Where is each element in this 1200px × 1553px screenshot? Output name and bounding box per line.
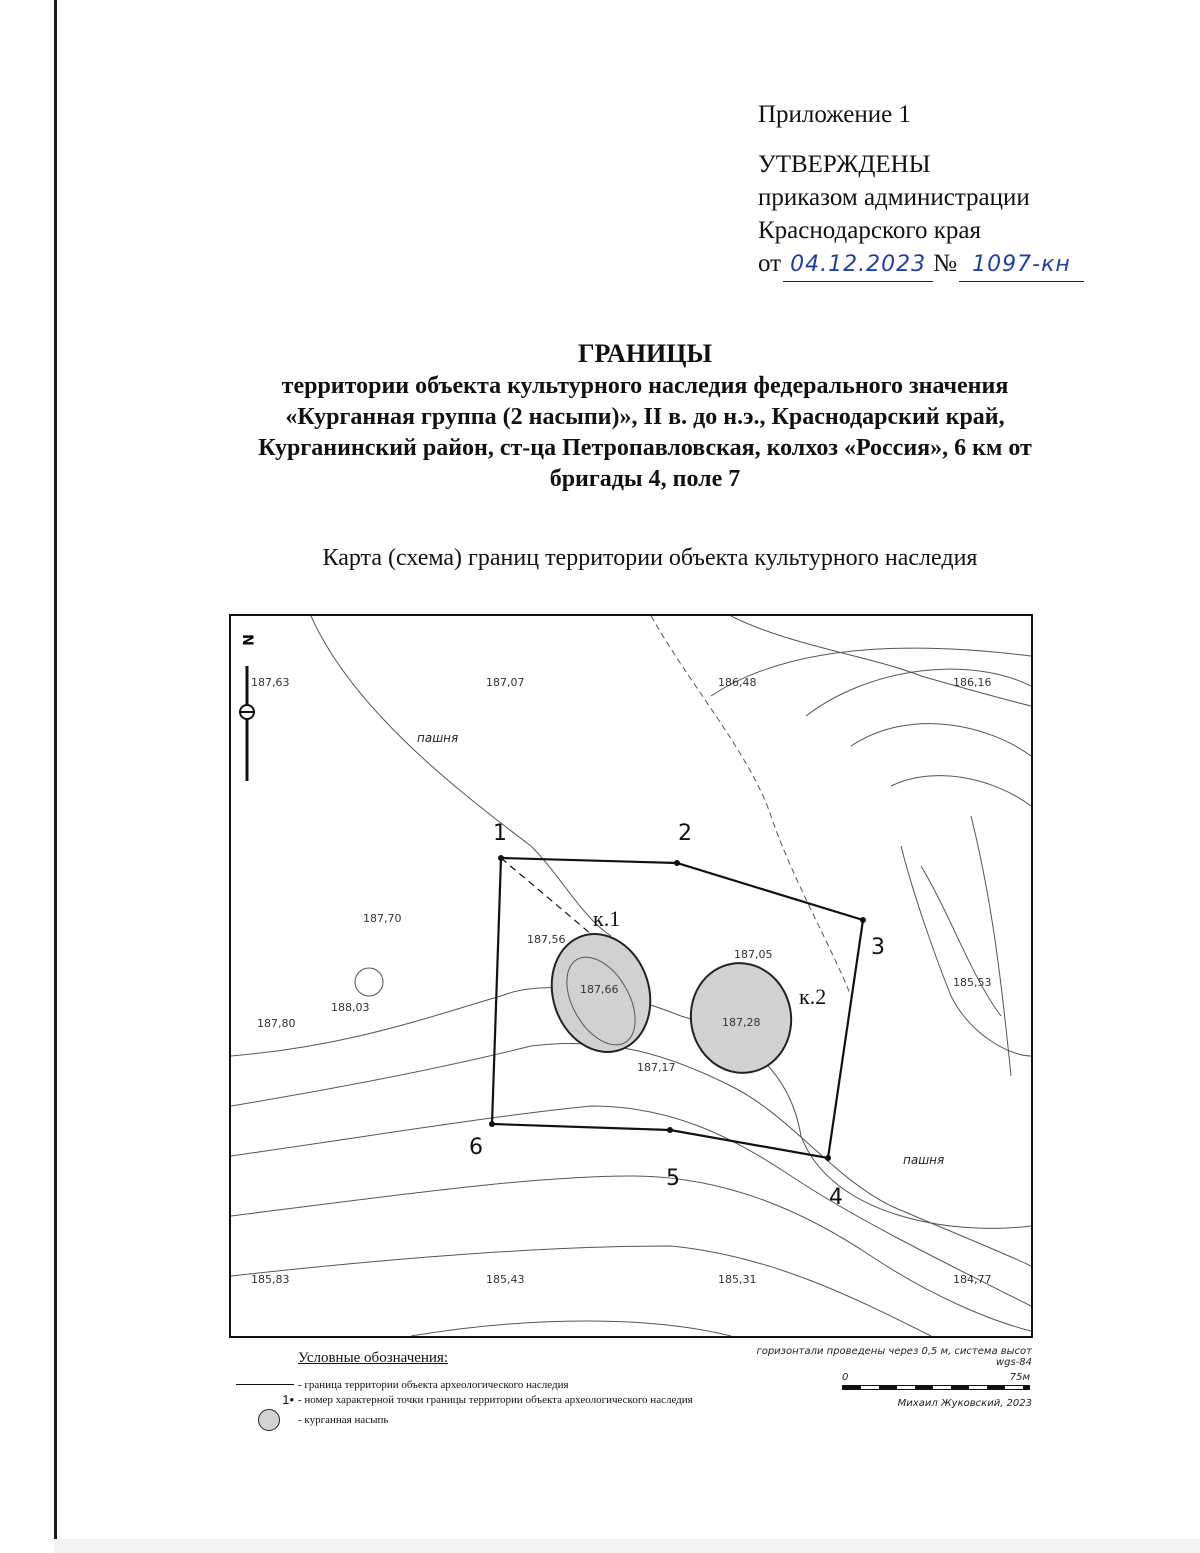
vertex-6: [489, 1121, 495, 1127]
title-line-3: Курганинский район, ст-ца Петропавловская, колхоз «Россия», 6 км от: [258, 435, 1032, 461]
approval-line-2: Краснодарского края: [758, 217, 981, 244]
legend-row-boundary: [236, 1377, 756, 1392]
elevation-label: 186,16: [953, 676, 992, 689]
elevation-label: 188,03: [331, 1001, 370, 1014]
vertex-1: [498, 855, 504, 861]
mound-symbol: [258, 1409, 280, 1431]
elevation-label: 185,43: [486, 1273, 525, 1286]
handwritten-number: 1097-кн: [959, 248, 1084, 282]
boundary-line-symbol: [236, 1384, 294, 1385]
land-label: пашня: [417, 731, 459, 745]
legend-row-point: [236, 1392, 756, 1407]
legend-mound-text: - курганная насыпь: [298, 1414, 389, 1426]
legend-row-mound: [236, 1407, 756, 1433]
contour-note: горизонтали проведены через 0,5 м, система высот wgs-84: [756, 1346, 1032, 1368]
dashed-survey-line: [501, 858, 591, 934]
handwritten-date: 04.12.2023: [783, 248, 933, 282]
elevation-label: 187,66: [580, 983, 619, 996]
title-line-2: «Курганная группа (2 насыпи)», II в. до н.э., Краснодарский край,: [285, 404, 1005, 430]
map-notes: [750, 1346, 1032, 1409]
elevation-label: 187,17: [637, 1061, 676, 1074]
legend-boundary-text: - граница территории объекта археологического наследия: [298, 1378, 569, 1391]
date-prefix: от: [758, 250, 782, 277]
elevation-label: 187,63: [251, 676, 290, 689]
map-author: Михаил Жуковский, 2023: [897, 1398, 1032, 1409]
north-label: N: [239, 634, 255, 646]
elevation-label: 187,56: [527, 933, 566, 946]
document-title: [150, 338, 1140, 495]
elevation-label: 184,77: [953, 1273, 992, 1286]
approval-date-line: [758, 247, 1084, 282]
number-prefix: №: [933, 250, 957, 277]
vertex-label-1: 1: [493, 821, 507, 846]
land-label: пашня: [903, 1153, 945, 1167]
vertex-label-4: 4: [829, 1185, 843, 1210]
approval-block: [758, 98, 1084, 282]
map-subtitle: Карта (схема) границ территории объекта культурного наследия: [322, 545, 978, 571]
legend-title: Условные обозначения:: [298, 1350, 449, 1366]
scan-edge: [54, 0, 57, 1553]
land-labels: [417, 731, 944, 1167]
elevation-label: 187,70: [363, 912, 402, 925]
vertex-2: [674, 860, 680, 866]
vertex-3: [860, 917, 866, 923]
elevation-label: 185,53: [953, 976, 992, 989]
point-symbol: 1•: [282, 1392, 294, 1407]
elevation-label: 187,05: [734, 948, 773, 961]
elevation-label: 185,83: [251, 1273, 290, 1286]
vertex-4: [825, 1155, 831, 1161]
elevation-label: 187,80: [257, 1017, 296, 1030]
scale-start: 0: [842, 1372, 849, 1383]
approval-line-1: приказом администрации: [758, 184, 1030, 211]
vertex-label-3: 3: [871, 935, 885, 960]
approved-label: УТВЕРЖДЕНЫ: [758, 151, 931, 178]
scan-bottom-shadow: [54, 1539, 1200, 1553]
vertex-label-2: 2: [678, 821, 692, 846]
appendix-label: Приложение 1: [758, 101, 911, 128]
legend-point-text: - номер характерной точки границы территории объекта археологического наследия: [298, 1393, 693, 1406]
title-main: ГРАНИЦЫ: [577, 339, 713, 368]
mound-label-2: к.2: [799, 984, 827, 1009]
elevation-label: 187,07: [486, 676, 525, 689]
site-map-svg: [231, 616, 1031, 1336]
elevation-label: 186,48: [718, 676, 757, 689]
north-arrow: [239, 634, 255, 781]
scale-end: 75м: [1009, 1372, 1030, 1383]
vertex-numbers: [469, 821, 885, 1210]
vertex-5: [667, 1127, 673, 1133]
map-legend: [236, 1350, 756, 1433]
scale-bar: [750, 1372, 1032, 1398]
elevation-label: 185,31: [718, 1273, 757, 1286]
vertex-label-5: 5: [666, 1166, 680, 1191]
site-map: [229, 614, 1033, 1338]
scale-bar-graphic: [842, 1385, 1030, 1390]
mounds: [537, 921, 800, 1081]
mound-label-1: к.1: [593, 906, 621, 931]
elevation-label: 187,28: [722, 1016, 761, 1029]
title-line-4: бригады 4, поле 7: [549, 466, 741, 492]
title-line-1: территории объекта культурного наследия федерального значения: [281, 373, 1009, 399]
vertex-label-6: 6: [469, 1135, 483, 1160]
